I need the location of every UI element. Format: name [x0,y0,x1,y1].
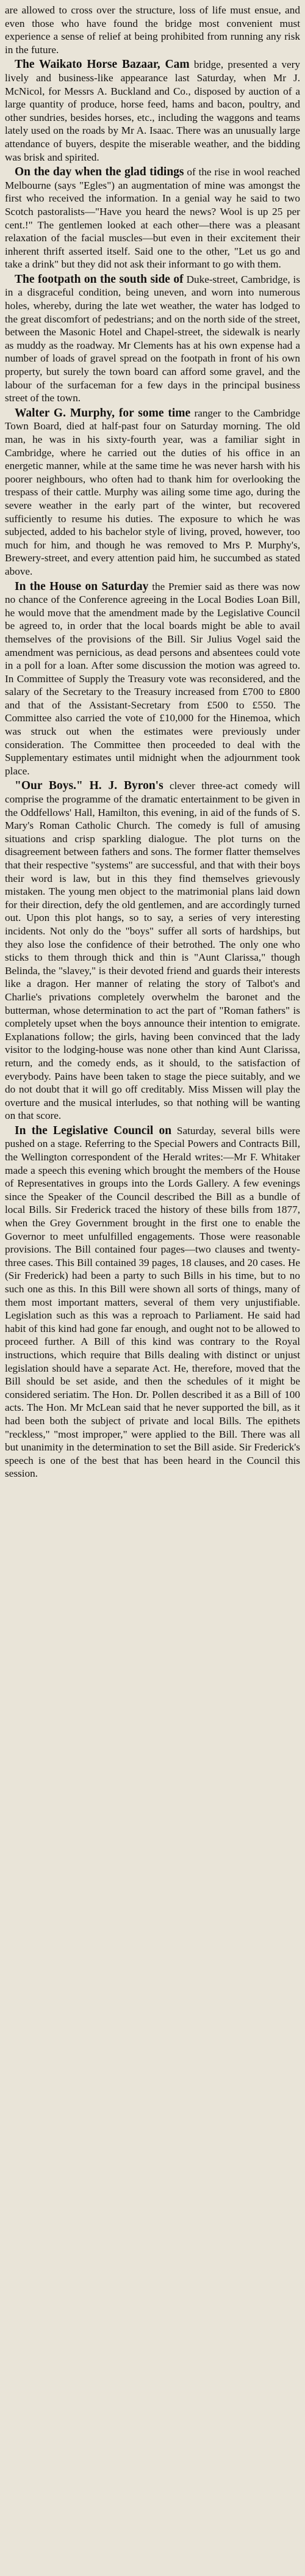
paragraph-text: bridge, presented a very lively and business-like appearance last Saturday, when Mr J. McNicol, for Messrs A. Buckland and Co., disposed by auction of a large quantity of produce, horse feed, hams and bacon, poultry, and other sundries, besides horses, etc., including the waggons and teams lately used on the roads by Mr A. Isaac. There was an unusually large attendance of buyers, despite the miserable weather, and the bidding was brisk and spirited. [5,59,301,163]
paragraph-text: of the rise in wool reached Melbourne (says "Egles") an augmentation of mine was amongst the first who received the information. In a genial way he said to two Scotch pastoralists—"Have you heard the news? Wool is up 25 per cent.!" The gentlemen looked at each other—there was a pleasant relaxation of the facial muscles—but even in their excitement their inherent thrift asserted itself. Said one to the other, "Let us go and take a drink" but they did not ask their informant to go with them. [5,166,300,271]
paragraph-legislative-council [5,1124,300,1480]
paragraph-lead: In the Legislative Council on [15,1124,172,1137]
paragraph-text: Duke-street, Cambridge, is in a disgraceful condition, being uneven, and worn into numerous holes, whereby, during the late wet weather, the water has lodged to the great discomfort of pedestrians; and on the north side of the street, between the Masonic Hotel and Chapel-street, the sidewalk is nearly as muddy as the roadway. Mr Clements has at his own expense had a number of loads of gravel spread on the footpath in front of his own property, but surely the town board can afford some gravel, and the labour of the surfaceman for a few days in the principal business street of the town. [5,273,300,404]
paragraph-footpath [5,273,300,405]
paragraph-horse-bazaar [5,58,300,164]
paragraph-text: the Premier said as there was now no chance of the Conference agreeing in the Local Bodies Loan Bill, he would move that the amendment made by the Legislative Council be agreed to, in order that the local boards might be able to avail themselves of the provisions of the Bill. Sir Julius Vogel said the amendment was pernicious, as dead persons and absentees could vote in a poll for a loan. After some discussion the motion was agreed to. In Committee of Supply the Treasury vote was reconsidered, and the salary of the Secretary to the Treasury increased from £700 to £800 and that of the Assistant-Secretary from £500 to £550. The Committee also carried the vote of £10,000 for the Hinemoa, which was struck out when the estimates were previously under consideration. The Committee then proceeded to deal with the Supplementary estimates until midnight when the adjournment took place. [5,580,301,777]
paragraph-text: are allowed to cross over the structure, loss of life must ensue, and even those who have found the bridge most convenient must experience a sense of relief at being prohibited from running any risk in the future. [5,4,300,56]
paragraph-text: ranger to the Cambridge Town Board, died at half-past four on Saturday morning. The old man, he was in his sixty-fourth year, was a familiar sight in Cambridge, where he carried out the duties of his office in an energetic manner, while at the same time he was never harsh with his poorer neighbours, who often had to thank him for overlooking the trespass of their cattle. Murphy was ailing some time ago, during the severe weather in the early part of the winter, but recovered sufficiently to resume his duties. The exposure to which he was subjected, added to his bachelor style of living, proved, however, too much for him, and though he was removed to Mrs P. Murphy's, Brewery-street, and every attention paid him, he succumbed as stated above. [5,407,300,577]
paragraph-lead: "Our Boys." H. J. Byron's [15,779,163,793]
paragraph-text: clever three-act comedy will comprise the programme of the dramatic entertainment to be given in the Oddfellows' Hall, Hamilton, this evening, in aid of the funds of S. Mary's Roman Catholic Church. The comedy is full of amusing situations and crisp sparkling dialogue. The plot turns on the disagreement between fathers and sons. The former flatter themselves that their respective "systems" are successful, and that with their boys their word is law, but in this they find themselves grievously mistaken. The young men object to the matrimonial plans laid down for their direction, defy the old gentlemen, and are accordingly turned out. Upon this plot hangs, so to say, a series of very interesting incidents. Not only do the "boys" suffer all sorts of hardships, but they also lose the confidence of their betrothed. The only one who sticks to them through thick and thin is "Aunt Clarissa," though Belinda, the "slavey," is their devoted friend and guards their interests like a dragon. Her manner of relating the story of Talbot's and Charlie's privations completely overwhelm the baronet and the butterman, whose determination to act the part of "Roman fathers" is completely upset when the boys announce their intention to emigrate. Explanations follow; the girls, having been convinced that the lady visitor to the lodging-house was none other than kind Aunt Clarissa, return, and the comedy ends, as it should, to the satisfaction of everybody. Pains have been taken to stage the piece suitably, and we do not doubt that it will go off creditably. Miss Missen will play the overture and the musical interludes, so that nothing will be wanting on that score. [5,780,301,1122]
paragraph-murphy-obituary [5,407,300,578]
paragraph-house-saturday [5,580,300,778]
paragraph-lead: The footpath on the south side of [15,272,184,286]
paragraph-wool-news [5,166,300,271]
newspaper-column [5,0,300,1480]
paragraph-lead: The Waikato Horse Bazaar, Cam [15,58,190,71]
paragraph-our-boys [5,779,300,1122]
paragraph-lead: On the day when the glad tidings [15,166,184,179]
paragraph-text: Saturday, several bills were pushed on a stage. Referring to the Special Powers and Contracts Bill, the Wellington correspondent of the Herald writes:—Mr F. Whitaker made a speech this evening which brought the members of the House of Representatives in groups into the Lords Gallery. A few evenings since the Speaker of the Council described the Bill as a bundle of local Bills. Sir Frederick traced the history of these bills from 1877, when the Grey Government brought in the first one to enable the Governor to meet unfulfilled engagements. Those were reasonable provisions. The Bill contained four pages—two clauses and twenty-three cases. This Bill contained 39 pages, 18 clauses, and 20 cases. He (Sir Frederick) had been a party to such Bills in his time, but to no such one as this. In this Bill were shown all sorts of things, many of them most important matters, several of them very unjustifiable. Legislation such as this was a reproach to Parliament. He said had habit of this kind had gone far enough, and ought not to be allowed to proceed further. A Bill of this kind was contrary to the Royal instructions, which require that Bills dealing with distinct or unjust legislation should have a separate Act. He, therefore, moved that the Bill should be set aside, and then the schedules of it might be considered seriatim. The Hon. Dr. Pollen described it as a Bill of 100 acts. The Hon. Mr McLean said that he never supported the bill, as it had been both the subject of private and local Bills. The epithets "reckless," "most improper," were applied to the Bill. There was all but unanimity in the determination to set the Bill aside. Sir Frederick's speech is one of the best that has been heard in the Council this session. [5,1124,301,1480]
paragraph-lead: In the House on Saturday [15,580,149,593]
paragraph-bridge [5,4,300,56]
paragraph-lead: Walter G. Murphy, for some time [15,406,191,420]
